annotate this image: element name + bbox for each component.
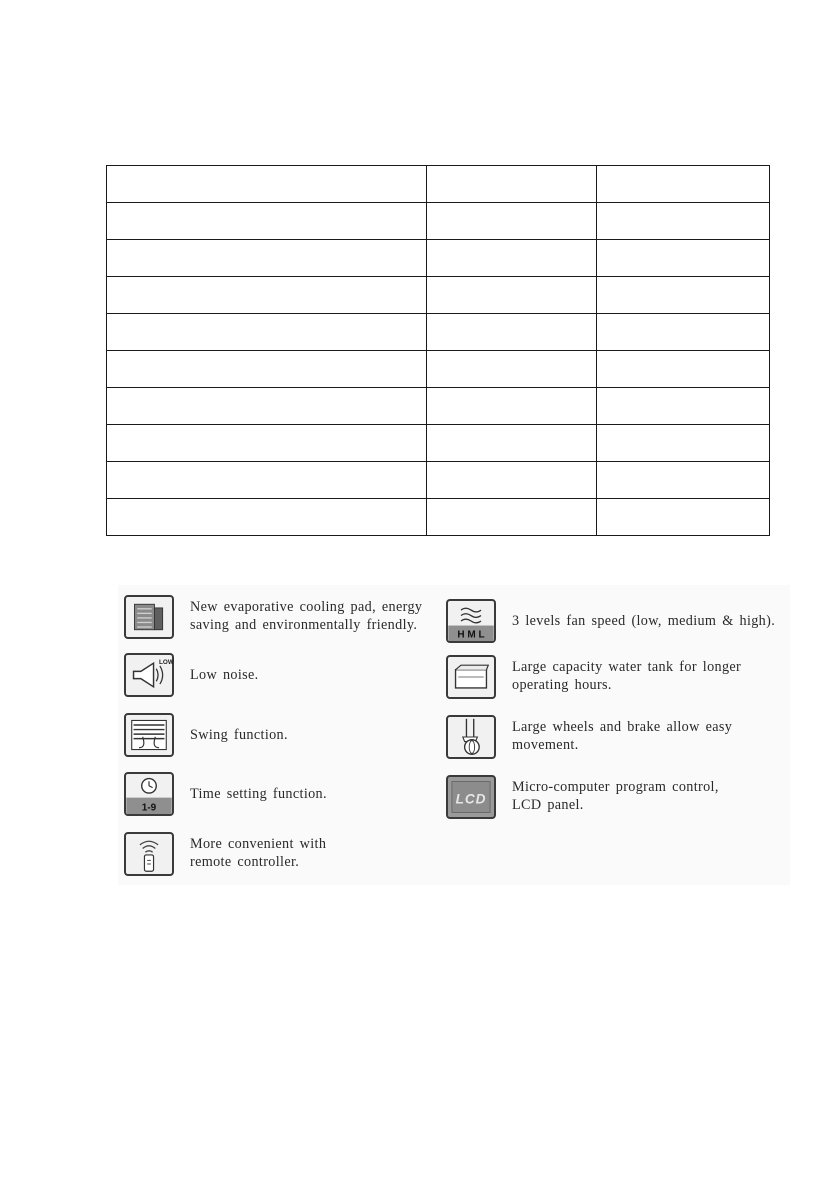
feature-text: Micro-computer program control, LCD panel. bbox=[512, 779, 719, 813]
fan-speed-icon-label: H M L bbox=[457, 629, 485, 641]
table-cell bbox=[107, 314, 427, 351]
fan-speed-icon bbox=[446, 599, 496, 643]
cooling-pad-icon bbox=[124, 595, 174, 639]
table-cell bbox=[427, 240, 597, 277]
feature-fan-speed bbox=[446, 599, 775, 643]
table-cell bbox=[597, 388, 770, 425]
feature-wheels bbox=[446, 715, 732, 759]
table-row bbox=[107, 351, 770, 388]
table-cell bbox=[597, 166, 770, 203]
table-cell bbox=[107, 277, 427, 314]
table-cell bbox=[427, 388, 597, 425]
table-cell bbox=[597, 462, 770, 499]
table-row bbox=[107, 203, 770, 240]
feature-timer bbox=[124, 772, 327, 816]
feature-text: Low noise. bbox=[190, 667, 259, 683]
table-cell bbox=[597, 351, 770, 388]
specification-table bbox=[106, 165, 770, 536]
table-row bbox=[107, 277, 770, 314]
table-cell bbox=[107, 425, 427, 462]
table-cell bbox=[107, 388, 427, 425]
wheel-brake-icon bbox=[446, 715, 496, 759]
feature-text: Time setting function. bbox=[190, 786, 327, 802]
water-tank-icon bbox=[446, 655, 496, 699]
table-cell bbox=[107, 166, 427, 203]
lcd-icon-label: LCD bbox=[455, 791, 487, 807]
table-row bbox=[107, 314, 770, 351]
table-cell bbox=[427, 203, 597, 240]
table-cell bbox=[107, 499, 427, 536]
feature-swing bbox=[124, 713, 288, 757]
table-row bbox=[107, 462, 770, 499]
table-cell bbox=[107, 462, 427, 499]
table-row bbox=[107, 240, 770, 277]
feature-text: New evaporative cooling pad, energy saving and environmentally friendly. bbox=[190, 599, 423, 633]
remote-control-icon bbox=[124, 832, 174, 876]
table-cell bbox=[597, 277, 770, 314]
table-cell bbox=[427, 166, 597, 203]
table-row bbox=[107, 425, 770, 462]
table-cell bbox=[427, 462, 597, 499]
table-cell bbox=[427, 314, 597, 351]
table-cell bbox=[597, 240, 770, 277]
table-cell bbox=[107, 240, 427, 277]
feature-water-tank bbox=[446, 655, 741, 699]
table-cell bbox=[597, 499, 770, 536]
lcd-panel-icon bbox=[446, 775, 496, 819]
table-cell bbox=[427, 499, 597, 536]
table-cell bbox=[427, 425, 597, 462]
low-noise-icon-label: LOW bbox=[159, 659, 174, 667]
table-cell bbox=[427, 277, 597, 314]
low-noise-icon bbox=[124, 653, 174, 697]
table-cell bbox=[107, 203, 427, 240]
specification-table-body bbox=[107, 166, 770, 536]
table-cell bbox=[427, 351, 597, 388]
table-row bbox=[107, 166, 770, 203]
table-cell bbox=[597, 203, 770, 240]
feature-lcd bbox=[446, 775, 719, 819]
feature-remote bbox=[124, 832, 326, 876]
feature-cooling-pad bbox=[124, 595, 422, 639]
feature-text: 3 levels fan speed (low, medium & high). bbox=[512, 613, 776, 629]
features-panel bbox=[118, 585, 790, 885]
table-row bbox=[107, 499, 770, 536]
feature-low-noise bbox=[124, 653, 259, 697]
table-cell bbox=[597, 314, 770, 351]
table-cell bbox=[107, 351, 427, 388]
feature-text: Large wheels and brake allow easy movement. bbox=[512, 719, 733, 753]
table-cell bbox=[597, 425, 770, 462]
feature-text: Swing function. bbox=[190, 727, 288, 743]
timer-icon bbox=[124, 772, 174, 816]
feature-text: Large capacity water tank for longer operating hours. bbox=[512, 659, 742, 693]
swing-icon bbox=[124, 713, 174, 757]
feature-text: More convenient with remote controller. bbox=[190, 836, 327, 870]
table-row bbox=[107, 388, 770, 425]
timer-icon-label: 1-9 bbox=[141, 802, 157, 814]
